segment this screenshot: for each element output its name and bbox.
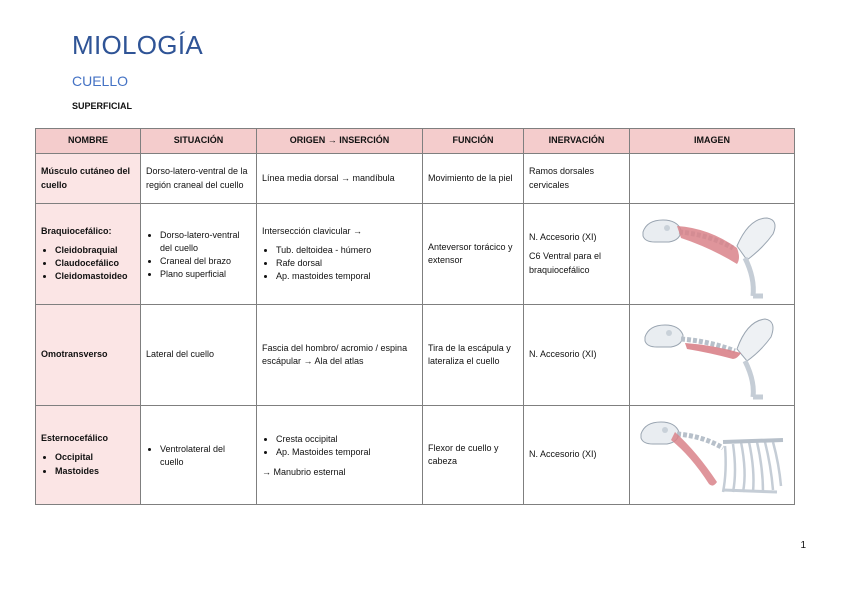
origen-intro: Intersección clavicular →	[262, 225, 363, 236]
header-funcion: FUNCIÓN	[423, 129, 524, 154]
list-item: • Rafe dorsal	[276, 257, 417, 270]
list-item: • Ventrolateral del cuello	[160, 443, 251, 469]
inervacion-line: N. Accesorio (XI)	[529, 232, 597, 243]
braquiocefalico-illustration	[637, 208, 787, 300]
cell-inervacion: N. Accesorio (XI)	[524, 305, 630, 406]
esternocefalico-illustration	[637, 412, 787, 498]
list-item: • Craneal del brazo	[160, 255, 251, 268]
table-row	[36, 204, 795, 305]
cell-situacion	[141, 204, 257, 305]
header-nombre: NOMBRE	[36, 129, 141, 154]
cell-funcion: Flexor de cuello y cabeza	[423, 406, 524, 505]
cell-situacion	[141, 406, 257, 505]
list-item: • Cleidomastoideo	[55, 270, 135, 283]
list-item: • Tub. deltoidea - húmero	[276, 244, 417, 257]
list-item: • Ap. Mastoides temporal	[276, 446, 417, 459]
cell-origen	[257, 204, 423, 305]
cell-origen	[257, 406, 423, 505]
cell-origen: Fascia del hombro/ acromio / espina escápular → Ala del atlas	[257, 305, 423, 406]
header-situacion: SITUACIÓN	[141, 129, 257, 154]
cell-imagen	[630, 406, 795, 505]
list-item: • Mastoides	[55, 465, 135, 478]
cell-inervacion	[524, 204, 630, 305]
header-inervacion: INERVACIÓN	[524, 129, 630, 154]
list-item: • Dorso-latero-ventral del cuello	[160, 229, 251, 255]
muscle-name: Esternocefálico	[41, 433, 109, 444]
cell-name	[36, 406, 141, 505]
list-item: • Cleidobraquial	[55, 244, 135, 257]
cell-funcion: Tira de la escápula y lateraliza el cuello	[423, 305, 524, 406]
cell-name: Omotransverso	[36, 305, 141, 406]
origen-outro: → Manubrio esternal	[262, 466, 346, 477]
list-item: • Claudocefálico	[55, 257, 135, 270]
muscle-highlight	[677, 226, 739, 264]
muscle-table	[35, 128, 795, 505]
cell-inervacion: Ramos dorsales cervicales	[524, 154, 630, 204]
page-number: 1	[800, 540, 806, 551]
table-row	[36, 154, 795, 204]
muscle-name: Braquiocefálico:	[41, 225, 112, 236]
section-subtitle: CUELLO	[72, 73, 129, 89]
inervacion-line: C6 Ventral para el braquiocefálico	[529, 251, 602, 275]
cell-funcion: Movimiento de la piel	[423, 154, 524, 204]
cell-name: Músculo cutáneo del cuello	[36, 154, 141, 204]
header-origen: ORIGEN → INSERCIÓN	[257, 129, 423, 154]
cell-inervacion: N. Accesorio (XI)	[524, 406, 630, 505]
situacion-list	[146, 443, 251, 469]
cell-funcion: Anteversor torácico y extensor	[423, 204, 524, 305]
list-item: • Plano superficial	[160, 268, 251, 281]
table-header-row	[36, 129, 795, 154]
cell-situacion: Lateral del cuello	[141, 305, 257, 406]
list-item: • Ap. mastoides temporal	[276, 270, 417, 283]
table-row	[36, 406, 795, 505]
cell-imagen	[630, 305, 795, 406]
header-imagen: IMAGEN	[630, 129, 795, 154]
section-heading: SUPERFICIAL	[72, 101, 133, 111]
cell-imagen	[630, 204, 795, 305]
cell-origen: Línea media dorsal → mandíbula	[257, 154, 423, 204]
list-item: • Occipital	[55, 451, 135, 464]
page-title: MIOLOGÍA	[72, 30, 203, 60]
muscle-parts-list	[41, 244, 135, 283]
cell-situacion: Dorso-latero-ventral de la región craneal del cuello	[141, 154, 257, 204]
omotransverso-illustration	[637, 309, 787, 401]
muscle-parts-list	[41, 451, 135, 477]
origen-list	[262, 433, 417, 459]
origen-list	[262, 244, 417, 283]
situacion-list	[146, 229, 251, 281]
list-item: • Cresta occipital	[276, 433, 417, 446]
table-row	[36, 305, 795, 406]
cell-imagen	[630, 154, 795, 204]
cell-name	[36, 204, 141, 305]
